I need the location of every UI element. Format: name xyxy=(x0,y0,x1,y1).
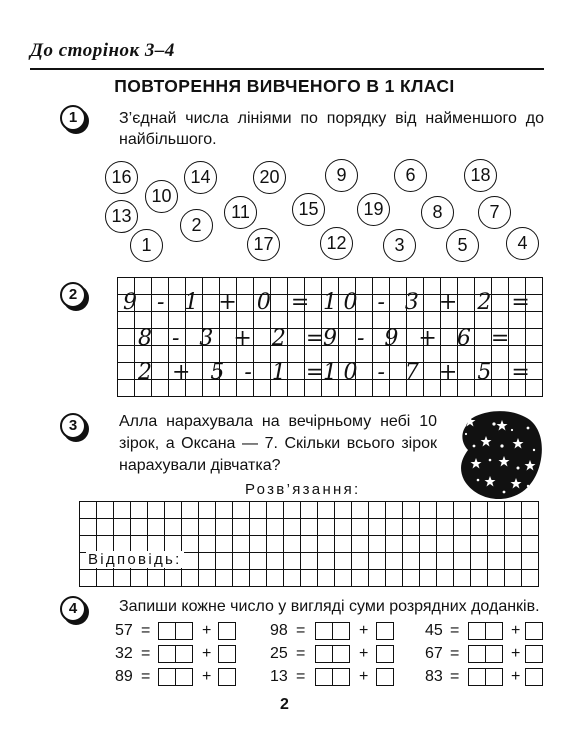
number-circle: 8 xyxy=(421,196,454,229)
task-3-number-badge: 3 xyxy=(60,413,86,439)
units-box[interactable] xyxy=(218,668,236,686)
page-title: ПОВТОРЕННЯ ВИВЧЕНОГО В 1 КЛАСІ xyxy=(114,76,455,96)
number-circle: 9 xyxy=(325,159,358,192)
tens-box[interactable] xyxy=(332,645,350,663)
tens-box[interactable] xyxy=(485,622,503,640)
equals-sign: = xyxy=(141,668,151,685)
solution-label: Розв’язання: xyxy=(245,481,361,498)
tens-box[interactable] xyxy=(315,645,333,663)
number-circle: 2 xyxy=(180,209,213,242)
equals-sign: = xyxy=(296,622,306,639)
tens-box[interactable] xyxy=(315,622,333,640)
number-circle: 18 xyxy=(464,159,497,192)
task-1-instruction: З’єднай числа лініями по порядку від найменшого до найбільшого. xyxy=(119,110,544,148)
tens-box[interactable] xyxy=(175,668,193,686)
sum-number: 25 xyxy=(270,645,288,662)
equals-sign: = xyxy=(296,645,306,662)
answer-label: Відповідь: xyxy=(88,551,182,568)
equals-sign: = xyxy=(296,668,306,685)
handwritten-expression: 9 - 1 + 0 = xyxy=(123,290,316,315)
tens-box[interactable] xyxy=(485,645,503,663)
handwritten-expression: 10 - 7 + 5 = xyxy=(323,360,537,385)
units-box[interactable] xyxy=(376,645,394,663)
plus-sign: + xyxy=(511,622,521,639)
equals-sign: = xyxy=(141,622,151,639)
tens-box[interactable] xyxy=(158,622,176,640)
number-circle: 5 xyxy=(446,229,479,262)
number-circle: 3 xyxy=(383,229,416,262)
task-4-number-badge: 4 xyxy=(60,596,86,622)
sum-number: 45 xyxy=(425,622,443,639)
tens-box[interactable] xyxy=(485,668,503,686)
sum-number: 89 xyxy=(115,668,133,685)
handwritten-expression: 8 - 3 + 2 = xyxy=(138,326,331,351)
plus-sign: + xyxy=(359,622,369,639)
task-3-problem-text: Алла нарахувала на вечірньому небі 10 зірок, а Оксана — 7. Скільки всього зірок нарахували дівчатка? xyxy=(119,413,437,474)
tens-box[interactable] xyxy=(158,668,176,686)
tens-box[interactable] xyxy=(332,622,350,640)
task-2-number-badge: 2 xyxy=(60,282,86,308)
number-circle: 17 xyxy=(247,228,280,261)
number-circle: 12 xyxy=(320,227,353,260)
tens-box[interactable] xyxy=(158,645,176,663)
plus-sign: + xyxy=(202,668,212,685)
number-circle: 10 xyxy=(145,180,178,213)
number-circle: 14 xyxy=(184,161,217,194)
units-box[interactable] xyxy=(525,668,543,686)
section-header: До сторінок 3–4 xyxy=(30,40,175,61)
tens-box[interactable] xyxy=(468,645,486,663)
number-circle: 16 xyxy=(105,161,138,194)
equals-sign: = xyxy=(141,645,151,662)
equals-sign: = xyxy=(450,668,460,685)
handwritten-expression: 9 - 9 + 6 = xyxy=(323,326,516,351)
tens-box[interactable] xyxy=(332,668,350,686)
task-3-solution-grid xyxy=(79,501,539,587)
plus-sign: + xyxy=(511,645,521,662)
number-circle: 11 xyxy=(224,196,257,229)
number-circle: 6 xyxy=(394,159,427,192)
plus-sign: + xyxy=(202,645,212,662)
starry-sky-picture xyxy=(456,408,544,500)
plus-sign: + xyxy=(511,668,521,685)
equals-sign: = xyxy=(450,622,460,639)
tens-box[interactable] xyxy=(468,622,486,640)
tens-box[interactable] xyxy=(175,622,193,640)
number-circle: 1 xyxy=(130,229,163,262)
tens-box[interactable] xyxy=(175,645,193,663)
handwritten-expression: 10 - 3 + 2 = xyxy=(323,290,537,315)
number-circle: 13 xyxy=(105,200,138,233)
number-circle: 7 xyxy=(478,196,511,229)
task-1-number-badge: 1 xyxy=(60,105,86,131)
tens-box[interactable] xyxy=(468,668,486,686)
sum-number: 98 xyxy=(270,622,288,639)
plus-sign: + xyxy=(359,668,369,685)
plus-sign: + xyxy=(202,622,212,639)
number-circle: 4 xyxy=(506,227,539,260)
equals-sign: = xyxy=(450,645,460,662)
number-circle: 20 xyxy=(253,161,286,194)
number-circle: 19 xyxy=(357,193,390,226)
sum-number: 32 xyxy=(115,645,133,662)
tens-box[interactable] xyxy=(315,668,333,686)
header-divider xyxy=(30,68,544,70)
sum-number: 83 xyxy=(425,668,443,685)
sum-number: 67 xyxy=(425,645,443,662)
units-box[interactable] xyxy=(218,622,236,640)
units-box[interactable] xyxy=(525,622,543,640)
page-number: 2 xyxy=(280,696,289,713)
units-box[interactable] xyxy=(525,645,543,663)
units-box[interactable] xyxy=(376,668,394,686)
units-box[interactable] xyxy=(376,622,394,640)
handwritten-expression: 2 + 5 - 1 = xyxy=(138,360,331,385)
number-circle: 15 xyxy=(292,193,325,226)
sum-number: 57 xyxy=(115,622,133,639)
sum-number: 13 xyxy=(270,668,288,685)
units-box[interactable] xyxy=(218,645,236,663)
task-4-instruction: Запиши кожне число у вигляді суми розрядних доданків. xyxy=(119,598,540,615)
plus-sign: + xyxy=(359,645,369,662)
